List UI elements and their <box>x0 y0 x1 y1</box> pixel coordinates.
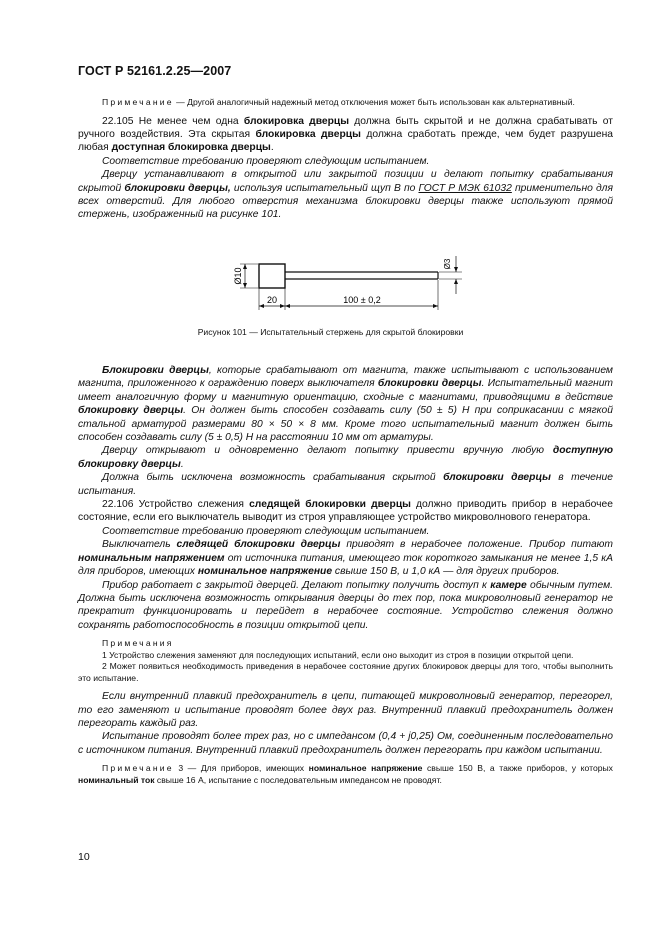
main-text <box>78 97 613 222</box>
figure-caption: Рисунок 101 — Испытательный стержень для скрытой блокировки <box>197 327 464 337</box>
dim-handle-length-label: 20 <box>266 295 278 305</box>
page-header: ГОСТ Р 52161.2.25—2007 <box>78 64 232 78</box>
dim-tip-diameter-label: Ø3 <box>443 258 452 270</box>
dim-diameter-label: Ø10 <box>233 267 243 285</box>
fuse-paragraph-2: Испытание проводят более трех раз, но с импедансом (0,4 + j0,25) Ом, соединенным последовательно с источником питания. Внутренний плавкий предохранитель должен перегорать при каждом испытании. <box>78 731 613 756</box>
clause-22-106: 22.106 Устройство слежения следящей блокировки дверцы должно приводить прибор в нерабочее состояние, если его выключатель выводит из строя управляющее устройство микроволнового генератора. <box>78 499 613 524</box>
note-alternative-method: Примечание — Другой аналогичный надежный метод отключения может быть использован как альтернативный. <box>102 97 575 107</box>
fuse-paragraph-1: Если внутренний плавкий предохранитель в цепи, питающей микроволновый генератор, перегорел, то его заменяют и испытание проводят более двух раз. Внутренний плавкий предохранитель должен перегорать каждый раз. <box>78 691 613 729</box>
clause-22-106-compliance: Соответствие требованию проверяют следующим испытанием. <box>102 525 430 537</box>
clause-22-106-test: Выключатель следящей блокировки дверцы приводят в нерабочее положение. Прибор питают номинальным напряжением от источника питания, имеющего ток короткого замыкания не менее 1,5 кА для приборов, имеющих номинальное напряжение свыше 150 В, и 1,0 кА — для других приборов. <box>78 539 613 578</box>
note-2: 2 Может появиться необходимость приведения в нерабочее состояние других блокировок дверцы для того, чтобы выполнить это испытание. <box>78 661 613 683</box>
main-text-continued <box>78 364 613 786</box>
note-3: Примечание 3 — Для приборов, имеющих номинальное напряжение свыше 150 В, а также приборов, у которых номинальный ток свыше 16 А, испытание с последовательным импедансом не проводят. <box>78 763 613 785</box>
clause-22-106-operation: Прибор работает с закрытой дверцей. Делают попытку получить доступ к камере обычным путем. Должна быть исключена возможность открывания дверцы до тех пор, пока микроволновый генератор не прекратит функционировать и перейдет в нерабочее состояние. Устройство слежения должно сохранять работоспособность в позиции открытой цепи. <box>78 579 613 631</box>
figure-101-test-rod <box>200 250 480 312</box>
clause-22-105: 22.105 Не менее чем одна блокировка дверцы должна быть скрытой и не должна срабатывать от ручного воздействия. Эта скрытая блокировка дверцы должна сработать прежде, чем будет разрушена любая доступная блокировка дверцы. <box>78 115 613 154</box>
exclusion-paragraph: Должна быть исключена возможность срабатывания скрытой блокировки дверцы в течение испытания. <box>78 472 614 497</box>
page-number: 10 <box>78 851 90 863</box>
dim-rod-length-label: 100 ± 0,2 <box>343 295 381 305</box>
door-open-test-paragraph: Дверцу открывают и одновременно делают попытку привести вручную любую доступную блокировку дверцы. <box>78 445 613 470</box>
clause-22-105-test: Дверцу устанавливают в открытой или закрытой позиции и делают попытку срабатывания скрытой блокировки дверцы, используя испытательный щуп В по ГОСТ Р МЭК 61032 применительно для всех отверстий. Для любого отверстия механизма блокировки дверцы также используют прямой стержень, изображенный на рисунке 101. <box>78 169 613 221</box>
standard-reference-link[interactable]: ГОСТ Р МЭК 61032 <box>418 182 512 194</box>
clause-22-105-compliance: Соответствие требованию проверяют следующим испытанием. <box>102 155 430 167</box>
notes-heading: Примечания <box>102 638 174 649</box>
note-1: 1 Устройство слежения заменяют для последующих испытаний, если оно выходит из строя в позиции открытой цепи. <box>102 649 574 660</box>
magnet-test-paragraph: Блокировки дверцы, которые срабатывают от магнита, также испытывают с использованием магнита, приложенного к ограждению поверх выключателя блокировки дверцы. Испытательный магнит имеет аналогичную форму и магнитную ориентацию, сходные с магнитами, приводящими в действие блокировку дверцы. Он должен быть способен создавать силу (50 ± 5) Н при соприкасании с мягкой стальной арматурой размерами 80 × 50 × 8 мм. Кроме того испытательный магнит должен быть способен создавать силу (5 ± 0,5) Н на расстоянии 10 мм от арматуры. <box>78 365 614 444</box>
